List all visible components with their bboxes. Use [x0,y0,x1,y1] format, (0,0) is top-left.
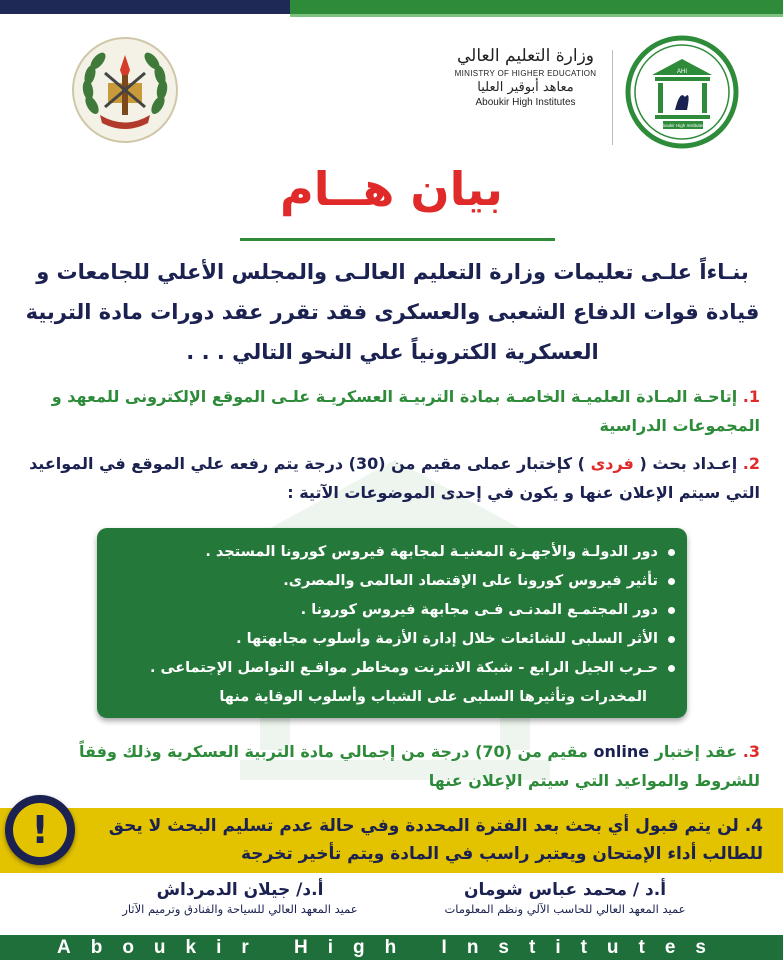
item-text-part: مقيم من (70) درجة من إجمالي مادة التربية العسكرية وذلك وفقاً للشروط والمواعيد التي سيتم الإعلان عنها [79,742,760,790]
item-number: 1. [742,387,760,406]
list-item [25,382,760,440]
title-underline [240,238,555,241]
topic-continuation: المخدرات وتأثيرها السلبى على الشباب وأسلوب الوقاية منها [219,689,647,705]
institutes-name-en: Aboukir High Institutes [475,97,576,108]
ahi-logo-sub: Aboukir High Institutes [659,123,705,128]
item-text-part: إعـداد بحث ( [633,454,738,473]
ministry-name-ar: وزارة التعليم العالي [456,46,594,66]
signature-right [400,880,730,916]
item-number: 2. [742,454,760,473]
signature-name: أ.د/ جيلان الدمرداش [156,880,324,900]
item-highlight: فردى [590,454,634,473]
signature-name: أ.د / محمد عباس شومان [463,880,667,900]
ahi-logo-icon [625,35,740,150]
defense-forces-emblem-icon [70,35,180,145]
warning-icon [5,795,75,865]
item-highlight: online [593,742,650,761]
bullet-icon [668,607,675,614]
intro-paragraph: بنـاءاً علـى تعليمات وزارة التعليم العالـى والمجلس الأعلي للجامعات و قيادة قوات الدفاع الشعبى والعسكرى فقد تقرر عقد دورات مادة التربية العسكرية الكترونياً علي النحو التالي . . . [25,260,760,364]
footer-banner: Aboukir High Institutes [0,935,783,960]
topics-box [97,528,687,718]
topic-item: دور الدولـة والأجهـزة المعنيـة لمجابهة فيروس كورونا المستجد . [107,538,675,567]
signature-title: عميد المعهد العالي للسياحة والفنادق وترميم الآثار [122,902,358,916]
bullet-icon [668,636,675,643]
institutes-name-ar: معاهد أبوقير العليا [477,80,574,95]
bullet-icon [668,549,675,556]
item-text: إتاحـة المـادة العلميـة الخاصـة بمادة التربيـة العسكريـة علـى الموقع الإلكترونى للمعهد و المجموعات الدراسية [51,387,760,435]
top-bar-navy [0,0,290,14]
signature-title: عميد المعهد العالي للحاسب الآلي ونظم المعلومات [444,902,686,916]
item-text-part: ) كإختبار عملى مقيم من (30) درجة يتم رفعه علي الموقع في المواعيد التي سيتم الإعلان عنها و يكون في إحدى الموضوعات الآتية : [29,454,760,502]
top-color-bar [0,0,783,14]
bullet-icon [668,665,675,672]
topic-item: حـرب الجيل الرابع - شبكة الانترنت ومخاطر مواقـع التواصل الإجتماعى . [107,654,675,683]
warning-symbol: ! [13,803,67,857]
topics-list [97,528,687,712]
page-title: بيان هــام [280,162,503,216]
list-item [25,737,760,795]
header-separator [612,50,613,145]
notice-line-2: للطالب أداء الإمتحان ويعتبر راسب في المادة ويتم تأخير تخرجة [240,844,763,864]
topic-item: الأثر السلبى للشائعات خلال إدارة الأزمة وأسلوب مجابهتها . [107,625,675,654]
top-bar-green [290,0,783,14]
topic-item: دور المجتمـع المدنـى فـى مجابهة فيروس كورونا . [107,596,675,625]
item-text-part: عقد إختبار [649,742,738,761]
ahi-logo-label: AHI [676,69,688,75]
notice-line-1: لن يتم قبول أي بحث بعد الفترة المحددة وفي حالة عدم تسليم البحث لا يحق [108,816,739,836]
signature-left [80,880,400,916]
item-number: 3. [742,742,760,761]
notice-bar [0,808,783,873]
ministry-header [448,45,603,108]
bullet-icon [668,578,675,585]
notice-text [63,812,763,868]
top-bar-green-line [290,14,783,17]
notice-number: 4. [744,816,763,836]
list-item [25,449,760,507]
ministry-name-en: MINISTRY OF HIGHER EDUCATION [454,69,597,78]
topic-item: تأثير فيروس كورونا على الإقتصاد العالمى والمصرى. [107,567,675,596]
